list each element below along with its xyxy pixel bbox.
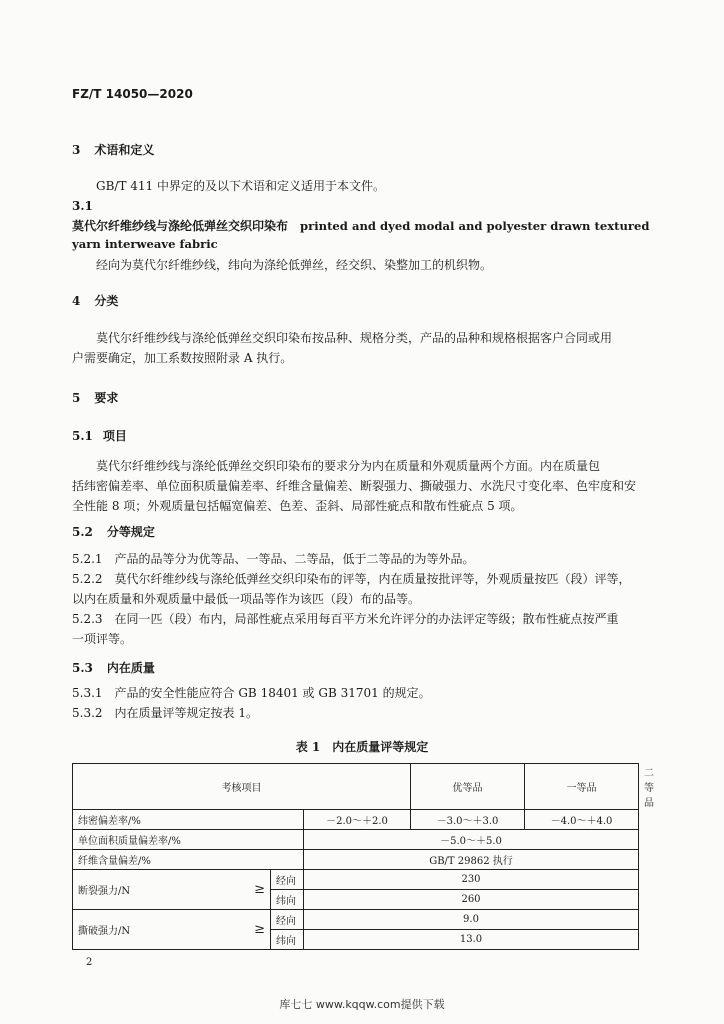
- header-grade-first: 一等品: [525, 764, 639, 810]
- row-tear-label: 撕破强力/N: [78, 926, 131, 937]
- table-row: [73, 830, 639, 850]
- section-5-1-title: 项目: [102, 429, 127, 443]
- section-4-title: 分类: [94, 294, 119, 308]
- section-4-number: 4: [72, 294, 81, 308]
- section-4-line-1: 莫代尔纤维纱线与涤纶低弹丝交织印染布按品种、规格分类，产品的品种和规格根据客户合同或用: [96, 331, 613, 345]
- term-definition: 经向为莫代尔纤维纱线，纬向为涤纶低弹丝，经交织、染整加工的机织物。: [96, 258, 493, 272]
- clause-5-2-2-line-2: 以内在质量和外观质量中最低一项品等作为该匹（段）布的品等。: [72, 592, 421, 606]
- table-header-row: 考核项目 优等品 一等品 二等品: [73, 764, 639, 810]
- section-5-3-title: 内在质量: [106, 661, 155, 675]
- clause-5-3-2: 5.3.2 内在质量评等规定按表 1。: [72, 706, 258, 720]
- row-weft-first: －3.0～＋3.0: [411, 810, 525, 830]
- section-5-1-heading: [72, 427, 127, 444]
- row-break-item: [73, 870, 271, 910]
- standard-number: FZ/T 14050—2020: [72, 87, 193, 101]
- section-5-1-line-3: 全性能 8 项；外观质量包括幅宽偏差、色差、歪斜、局部性疵点和散布性疵点 5 项。: [72, 499, 523, 513]
- section-5-2-number: 5.2: [72, 525, 93, 539]
- section-5-3-number: 5.3: [72, 661, 93, 675]
- section-5-1-line-2: 括纬密偏差率、单位面积质量偏差率、纤维含量偏差、断裂强力、撕破强力、水洗尺寸变化率、色牢度和安: [72, 479, 637, 493]
- row-mass-value: －5.0～＋5.0: [304, 830, 639, 850]
- section-5-1-line-1: 莫代尔纤维纱线与涤纶低弹丝交织印染布的要求分为内在质量和外观质量两个方面。内在质量包: [96, 459, 601, 473]
- row-break-weft: 纬向: [271, 890, 304, 910]
- section-5-1-number: 5.1: [72, 429, 93, 443]
- table-1-caption: 表 1 内在质量评等规定: [295, 740, 429, 754]
- clause-5-2-3-line-1: 5.2.3 在同一匹（段）布内，局部性疵点采用每百平方米允许评分的办法评定等级；散布性疵点按严重: [72, 612, 619, 626]
- row-tear-weft-value: 13.0: [304, 930, 639, 950]
- row-break-label: 断裂强力/N: [78, 886, 131, 897]
- section-5-number: 5: [72, 391, 81, 405]
- term-chinese: 莫代尔纤维纱线与涤纶低弹丝交织印染布: [72, 219, 289, 233]
- page-number: 2: [86, 957, 93, 968]
- row-break-ge: ≥: [254, 882, 265, 897]
- header-grade-superior: 优等品: [411, 764, 525, 810]
- section-5-2-heading: [72, 523, 155, 540]
- row-weft-item: 纬密偏差率/%: [73, 810, 304, 830]
- section-3-intro: GB/T 411 中界定的及以下术语和定义适用于本文件。: [96, 179, 385, 193]
- row-tear-item: [73, 910, 271, 950]
- term-english-1: printed and dyed modal and polyester drawn textured: [300, 219, 650, 233]
- row-tear-warp-value: 9.0: [304, 910, 639, 930]
- term-line-1: [72, 217, 649, 234]
- clause-5-2-2-line-1: 5.2.2 莫代尔纤维纱线与涤纶低弹丝交织印染布的评等，内在质量按批评等，外观质量按匹（段）评等，: [72, 572, 631, 586]
- term-english-2: yarn interweave fabric: [72, 237, 218, 251]
- table-1: [72, 763, 654, 950]
- watermark-link[interactable]: 库七七 www.kqqw.com提供下载: [279, 998, 445, 1011]
- section-3-heading: [72, 141, 154, 158]
- row-mass-item: 单位面积质量偏差率/%: [73, 830, 304, 850]
- section-4-heading: [72, 292, 118, 309]
- row-break-warp: 经向: [271, 870, 304, 890]
- row-fiber-value: GB/T 29862 执行: [304, 850, 639, 870]
- table-row: [73, 910, 639, 930]
- clause-5-2-3-line-2: 一项评等。: [72, 632, 133, 646]
- table-row: [73, 810, 639, 830]
- section-5-heading: [72, 389, 118, 406]
- clause-5-3-1: 5.3.1 产品的安全性能应符合 GB 18401 或 GB 31701 的规定。: [72, 686, 431, 700]
- row-weft-superior: －2.0～＋2.0: [304, 810, 411, 830]
- row-tear-weft: 纬向: [271, 930, 304, 950]
- section-3-number: 3: [72, 143, 81, 157]
- section-3-1-number: 3.1: [72, 199, 93, 213]
- table-row: [73, 850, 639, 870]
- section-5-title: 要求: [94, 391, 119, 405]
- section-4-line-2: 户需要确定，加工系数按照附录 A 执行。: [72, 351, 293, 365]
- row-tear-warp: 经向: [271, 910, 304, 930]
- table-row: [73, 870, 639, 890]
- section-3-title: 术语和定义: [94, 143, 155, 157]
- row-fiber-item: 纤维含量偏差/%: [73, 850, 304, 870]
- section-5-3-heading: [72, 659, 155, 676]
- row-break-weft-value: 260: [304, 890, 639, 910]
- clause-5-2-1: 5.2.1 产品的品等分为优等品、一等品、二等品，低于二等品的为等外品。: [72, 552, 475, 566]
- section-5-2-title: 分等规定: [106, 525, 155, 539]
- row-tear-ge: ≥: [254, 922, 265, 937]
- row-weft-second: －4.0～＋4.0: [525, 810, 639, 830]
- row-break-warp-value: 230: [304, 870, 639, 890]
- header-item: 考核项目: [73, 764, 411, 810]
